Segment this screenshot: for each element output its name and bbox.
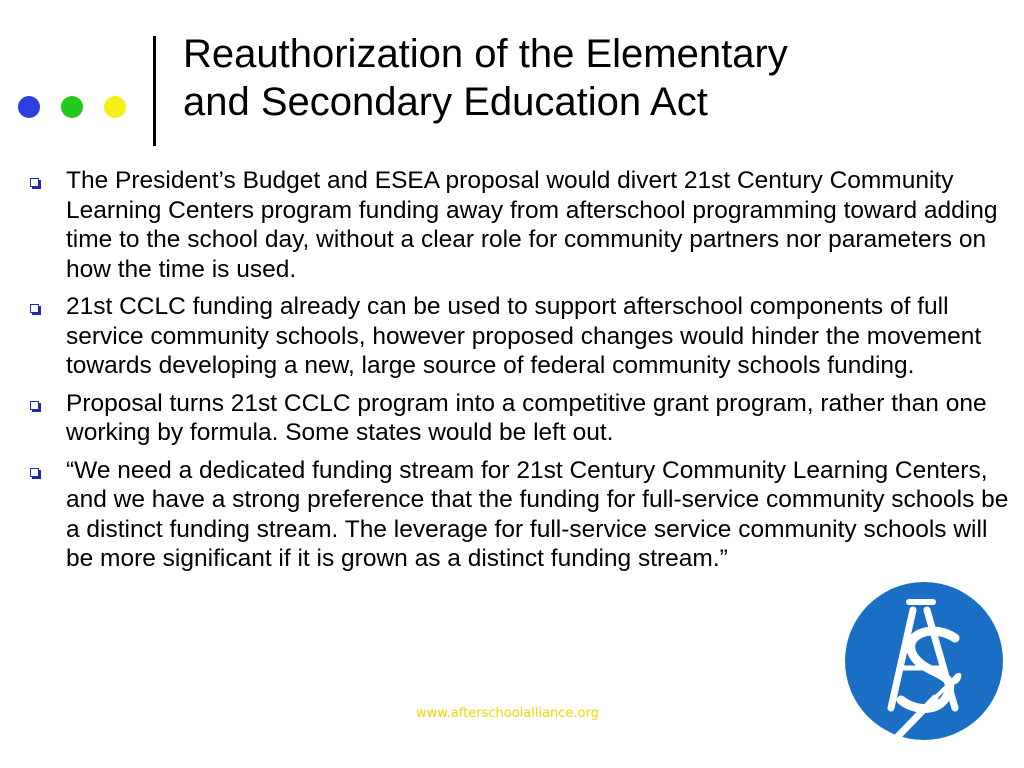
blue-dot-icon <box>18 96 40 118</box>
bullet-text: The President’s Budget and ESEA proposal would divert 21st Century Community Learning Centers program funding away from afterschool programming toward adding time to the school day, without a clear role for community partners nor parameters on how the time is used. <box>66 167 998 283</box>
bullet-item <box>28 456 1013 574</box>
slide-title-line-2: and Secondary Education Act <box>183 80 708 124</box>
square-bullet-icon <box>30 304 39 313</box>
footer-url: www.afterschoolalliance.org <box>416 706 599 721</box>
bullet-text: 21st CCLC funding already can be used to support afterschool components of full service community schools, however proposed changes would hinder the movement towards developing a new, large source of federal community schools funding. <box>66 293 982 379</box>
green-dot-icon <box>61 96 83 118</box>
square-bullet-icon <box>30 178 39 187</box>
bullet-item <box>28 389 1013 448</box>
bullet-item <box>28 166 1013 284</box>
afterschool-alliance-logo-icon <box>843 580 1005 768</box>
title-divider <box>153 36 156 146</box>
slide-title <box>183 30 983 126</box>
square-bullet-icon <box>30 468 39 477</box>
bullet-text: Proposal turns 21st CCLC program into a competitive grant program, rather than one working by formula. Some states would be left out. <box>66 389 987 446</box>
bullet-item <box>28 292 1013 381</box>
yellow-dot-icon <box>104 96 126 118</box>
square-bullet-icon <box>30 401 39 410</box>
bullet-text: “We need a dedicated funding stream for 21st Century Community Learning Centers, and we have a strong preference that the funding for full-service community schools be a distinct funding stream. The leverage for full-service service community schools will be more significant if it is grown as a distinct funding stream.” <box>66 456 1009 572</box>
slide-title-line-1: Reauthorization of the Elementary <box>183 32 788 76</box>
bullet-list <box>28 166 1013 582</box>
